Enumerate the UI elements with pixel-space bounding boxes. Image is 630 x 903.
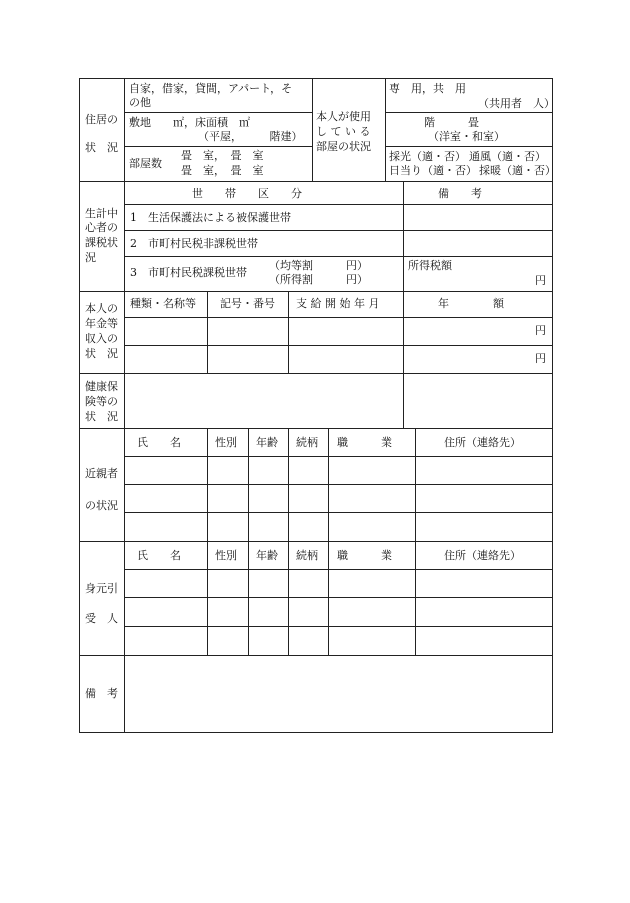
room-light: 採光（適・否） xyxy=(389,150,466,163)
relatives-col-name: 氏 名 xyxy=(137,436,181,449)
pension-col-code: 記号・番号 xyxy=(220,297,275,310)
remarks-title: 備 考 xyxy=(85,687,118,700)
tax-col-remarks: 備 考 xyxy=(438,187,482,200)
relatives-col-relation: 続柄 xyxy=(296,436,318,449)
grid-line xyxy=(385,112,553,113)
grid-line xyxy=(124,317,553,318)
pension-title-line3: 収入の xyxy=(85,332,118,345)
tax-title-line3: 課税状 xyxy=(85,236,118,249)
tax-title-line2: 心者の xyxy=(85,221,118,234)
grid-line xyxy=(312,78,313,181)
housing-rooms-line1: 畳 室， 畳 室 xyxy=(181,149,264,162)
guarantor-title-line1: 身元引 xyxy=(85,582,118,595)
grid-line xyxy=(415,541,416,655)
tax-title-line4: 況 xyxy=(85,251,96,264)
insurance-title-line3: 状 況 xyxy=(85,410,118,423)
relatives-col-job: 職 業 xyxy=(337,436,392,449)
grid-line xyxy=(385,78,386,181)
guarantor-col-age: 年齢 xyxy=(256,549,278,562)
grid-line xyxy=(124,345,553,346)
pension-title-line4: 状 況 xyxy=(85,347,118,360)
grid-line xyxy=(124,626,553,627)
room-use-label-line3: 部屋の状況 xyxy=(316,140,371,153)
pension-yen-1: 円 xyxy=(535,324,546,337)
pension-col-start: 支 給 開 始 年 月 xyxy=(296,297,380,310)
guarantor-col-relation: 続柄 xyxy=(296,549,318,562)
grid-line xyxy=(124,112,312,113)
guarantor-col-address: 住所（連絡先） xyxy=(444,549,521,562)
room-use-label-line1: 本人が使用 xyxy=(316,110,371,123)
section-divider xyxy=(79,655,553,656)
tax-col-category: 世 帯 区 分 xyxy=(192,187,302,200)
grid-line xyxy=(403,181,404,291)
grid-line xyxy=(248,541,249,655)
relatives-title-line1: 近親者 xyxy=(85,467,118,480)
grid-line xyxy=(124,230,553,231)
room-heating: 採暖（適・否） xyxy=(479,164,556,177)
pension-yen-2: 円 xyxy=(535,352,546,365)
tax-income-tax-label: 所得税額 xyxy=(408,259,452,272)
relatives-col-age: 年齢 xyxy=(256,436,278,449)
pension-col-type: 種類・名称等 xyxy=(130,297,196,310)
section-divider xyxy=(79,541,553,542)
grid-line xyxy=(403,291,404,428)
grid-line xyxy=(207,291,208,373)
tax-equal-rate: （均等割 円） xyxy=(269,259,368,272)
housing-rooms-line2: 畳 室， 畳 室 xyxy=(181,164,264,177)
room-tatami: 階 畳 xyxy=(424,116,479,129)
grid-line xyxy=(124,204,553,205)
housing-site-area: 敷地 ㎡，床面積 ㎡ xyxy=(129,116,250,129)
room-shared-with: （共用者 人） xyxy=(478,97,555,110)
section-divider xyxy=(79,428,553,429)
tax-income-rate: （所得割 円） xyxy=(269,273,368,286)
guarantor-title-line2: 受 人 xyxy=(85,612,118,625)
grid-line xyxy=(124,484,553,485)
grid-line xyxy=(328,541,329,655)
room-use-label-line2: し て い る xyxy=(316,125,371,138)
tax-row-exempt: 2 市町村民税非課税世帯 xyxy=(130,237,258,250)
grid-line xyxy=(124,256,553,257)
tax-row-welfare: 1 生活保護法による被保護世帯 xyxy=(130,211,291,224)
label-column-divider xyxy=(124,78,125,732)
relatives-col-address: 住所（連絡先） xyxy=(444,436,521,449)
housing-title-line2: 状 況 xyxy=(85,141,118,154)
insurance-title-line1: 健康保 xyxy=(85,380,118,393)
pension-title-line1: 本人の xyxy=(85,302,118,315)
pension-title-line2: 年金等 xyxy=(85,317,118,330)
table-border-left xyxy=(79,78,80,732)
table-border-bottom xyxy=(79,732,553,733)
section-divider xyxy=(79,181,553,182)
grid-line xyxy=(124,569,553,570)
housing-rooms-label: 部屋数 xyxy=(129,157,162,170)
insurance-title-line2: 険等の xyxy=(85,395,118,408)
grid-line xyxy=(124,597,553,598)
guarantor-col-name: 氏 名 xyxy=(137,549,181,562)
room-ventilation: 通風（適・否） xyxy=(469,150,546,163)
grid-line xyxy=(288,541,289,655)
guarantor-col-sex: 性別 xyxy=(215,549,237,562)
housing-type-line2: の他 xyxy=(129,96,151,109)
room-style: （洋室・和室） xyxy=(428,130,505,143)
housing-title-line1: 住居の xyxy=(85,113,118,126)
relatives-col-sex: 性別 xyxy=(215,436,237,449)
grid-line xyxy=(385,146,553,147)
room-exclusive-shared: 専 用，共 用 xyxy=(389,82,466,95)
grid-line xyxy=(288,291,289,373)
section-divider xyxy=(79,291,553,292)
housing-floors: （平屋， 階建） xyxy=(198,130,303,143)
tax-row-taxable: 3 市町村民税課税世帯 xyxy=(130,266,247,279)
grid-line xyxy=(124,512,553,513)
relatives-title-line2: の状況 xyxy=(85,499,118,512)
housing-type-line1: 自家，借家，貸間，アパート，そ xyxy=(129,82,293,95)
grid-line xyxy=(124,456,553,457)
tax-title-line1: 生計中 xyxy=(85,207,118,220)
tax-yen: 円 xyxy=(535,274,546,287)
room-sunlight: 日当り（適・否） xyxy=(389,164,477,177)
grid-line xyxy=(207,541,208,655)
section-divider xyxy=(79,373,553,374)
grid-line xyxy=(124,146,312,147)
table-border-top xyxy=(79,78,553,79)
guarantor-col-job: 職 業 xyxy=(337,549,392,562)
pension-col-annual: 年 額 xyxy=(438,297,504,310)
